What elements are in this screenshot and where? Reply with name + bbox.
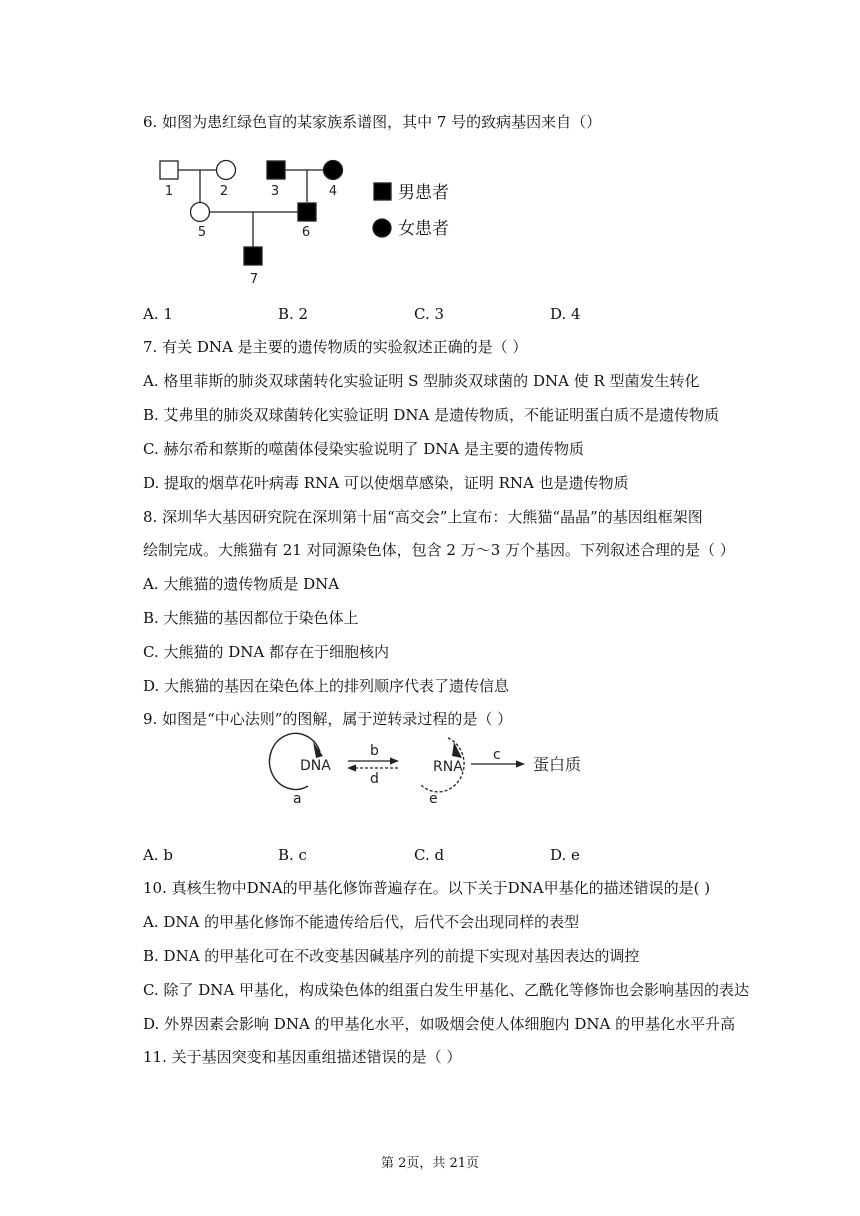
legend-female-label: 女患者 xyxy=(398,219,449,239)
pedigree-label-4: 4 xyxy=(328,184,338,199)
pedigree-individual-3 xyxy=(267,161,285,179)
legend-female-symbol xyxy=(373,219,391,237)
rna-label: RNA xyxy=(433,759,463,775)
pedigree-label-7: 7 xyxy=(249,272,259,287)
pedigree-individual-6 xyxy=(298,203,316,221)
dna-label: DNA xyxy=(300,758,331,774)
process-b-label: b xyxy=(370,743,379,759)
pedigree-label-1: 1 xyxy=(164,184,174,199)
process-a-label: a xyxy=(293,791,302,807)
q6-option-c: C. 3 xyxy=(414,305,445,323)
page-footer: 第 2页，共 21页 xyxy=(380,1156,480,1171)
q6-option-a: A. 1 xyxy=(143,305,173,323)
pedigree-label-5: 5 xyxy=(197,225,207,240)
pedigree-individual-5 xyxy=(191,203,210,222)
central-dogma-diagram xyxy=(268,730,598,810)
pedigree-individual-2 xyxy=(217,161,236,180)
q9-option-b: B. c xyxy=(278,846,307,864)
q9-option-a: A. b xyxy=(143,846,173,864)
pedigree-individual-4 xyxy=(324,161,343,180)
q10-option-d: D. 外界因素会影响 DNA 的甲基化水平，如吸烟会使人体细胞内 DNA 的甲基化水平升高 xyxy=(143,1015,736,1033)
pedigree-label-3: 3 xyxy=(270,184,280,199)
q8-option-d: D. 大熊猫的基因在染色体上的排列顺序代表了遗传信息 xyxy=(143,677,510,695)
q8-option-a: A. 大熊猫的遗传物质是 DNA xyxy=(143,575,340,593)
legend-male-label: 男患者 xyxy=(398,183,449,203)
pedigree-label-2: 2 xyxy=(219,184,229,199)
q7-option-a: A. 格里菲斯的肺炎双球菌转化实验证明 S 型肺炎双球菌的 DNA 使 R 型菌发生转化 xyxy=(143,372,700,390)
q6-option-b: B. 2 xyxy=(278,305,309,323)
question-7-stem: 7. 有关 DNA 是主要的遗传物质的实验叙述正确的是（ ） xyxy=(143,338,528,356)
q9-option-d: D. e xyxy=(550,846,580,864)
process-c-label: c xyxy=(493,747,501,763)
q6-option-d: D. 4 xyxy=(550,305,581,323)
question-10-stem: 10. 真核生物中DNA的甲基化修饰普遍存在。以下关于DNA甲基化的描述错误的是( ) xyxy=(143,879,711,897)
q7-option-c: C. 赫尔希和蔡斯的噬菌体侵染实验说明了 DNA 是主要的遗传物质 xyxy=(143,440,585,458)
question-8-stem-line-1: 8. 深圳华大基因研究院在深圳第十届“高交会”上宣布：大熊猫“晶晶”的基因组框架图 xyxy=(143,508,703,526)
process-d-label: d xyxy=(370,771,379,787)
q7-option-d: D. 提取的烟草花叶病毒 RNA 可以使烟草感染，证明 RNA 也是遗传物质 xyxy=(143,474,629,492)
q8-option-b: B. 大熊猫的基因都位于染色体上 xyxy=(143,609,359,627)
q10-option-b: B. DNA 的甲基化可在不改变基因碱基序列的前提下实现对基因表达的调控 xyxy=(143,947,640,965)
q7-option-b: B. 艾弗里的肺炎双球菌转化实验证明 DNA 是遗传物质，不能证明蛋白质不是遗传物质 xyxy=(143,406,720,424)
q9-option-c: C. d xyxy=(414,846,445,864)
protein-label: 蛋白质 xyxy=(533,755,582,774)
pedigree-chart xyxy=(150,150,470,300)
question-9-stem: 9. 如图是“中心法则”的图解，属于逆转录过程的是（ ） xyxy=(143,710,513,728)
legend-male-symbol xyxy=(374,183,391,200)
question-6-stem: 6. 如图为患红绿色盲的某家族系谱图，其中 7 号的致病基因来自（） xyxy=(143,113,602,131)
q8-option-c: C. 大熊猫的 DNA 都存在于细胞核内 xyxy=(143,643,389,661)
question-8-stem-line-2: 绘制完成。大熊猫有 21 对同源染色体，包含 2 万～3 万个基因。下列叙述合理的是（ ） xyxy=(143,541,735,559)
pedigree-individual-7 xyxy=(244,247,262,265)
q10-option-c: C. 除了 DNA 甲基化，构成染色体的组蛋白发生甲基化、乙酰化等修饰也会影响基因的表达 xyxy=(143,981,750,999)
pedigree-label-6: 6 xyxy=(301,225,311,240)
q10-option-a: A. DNA 的甲基化修饰不能遗传给后代，后代不会出现同样的表型 xyxy=(143,913,580,931)
question-11-stem: 11. 关于基因突变和基因重组描述错误的是（ ） xyxy=(143,1048,462,1066)
pedigree-individual-1 xyxy=(160,161,178,179)
process-e-label: e xyxy=(429,791,438,807)
